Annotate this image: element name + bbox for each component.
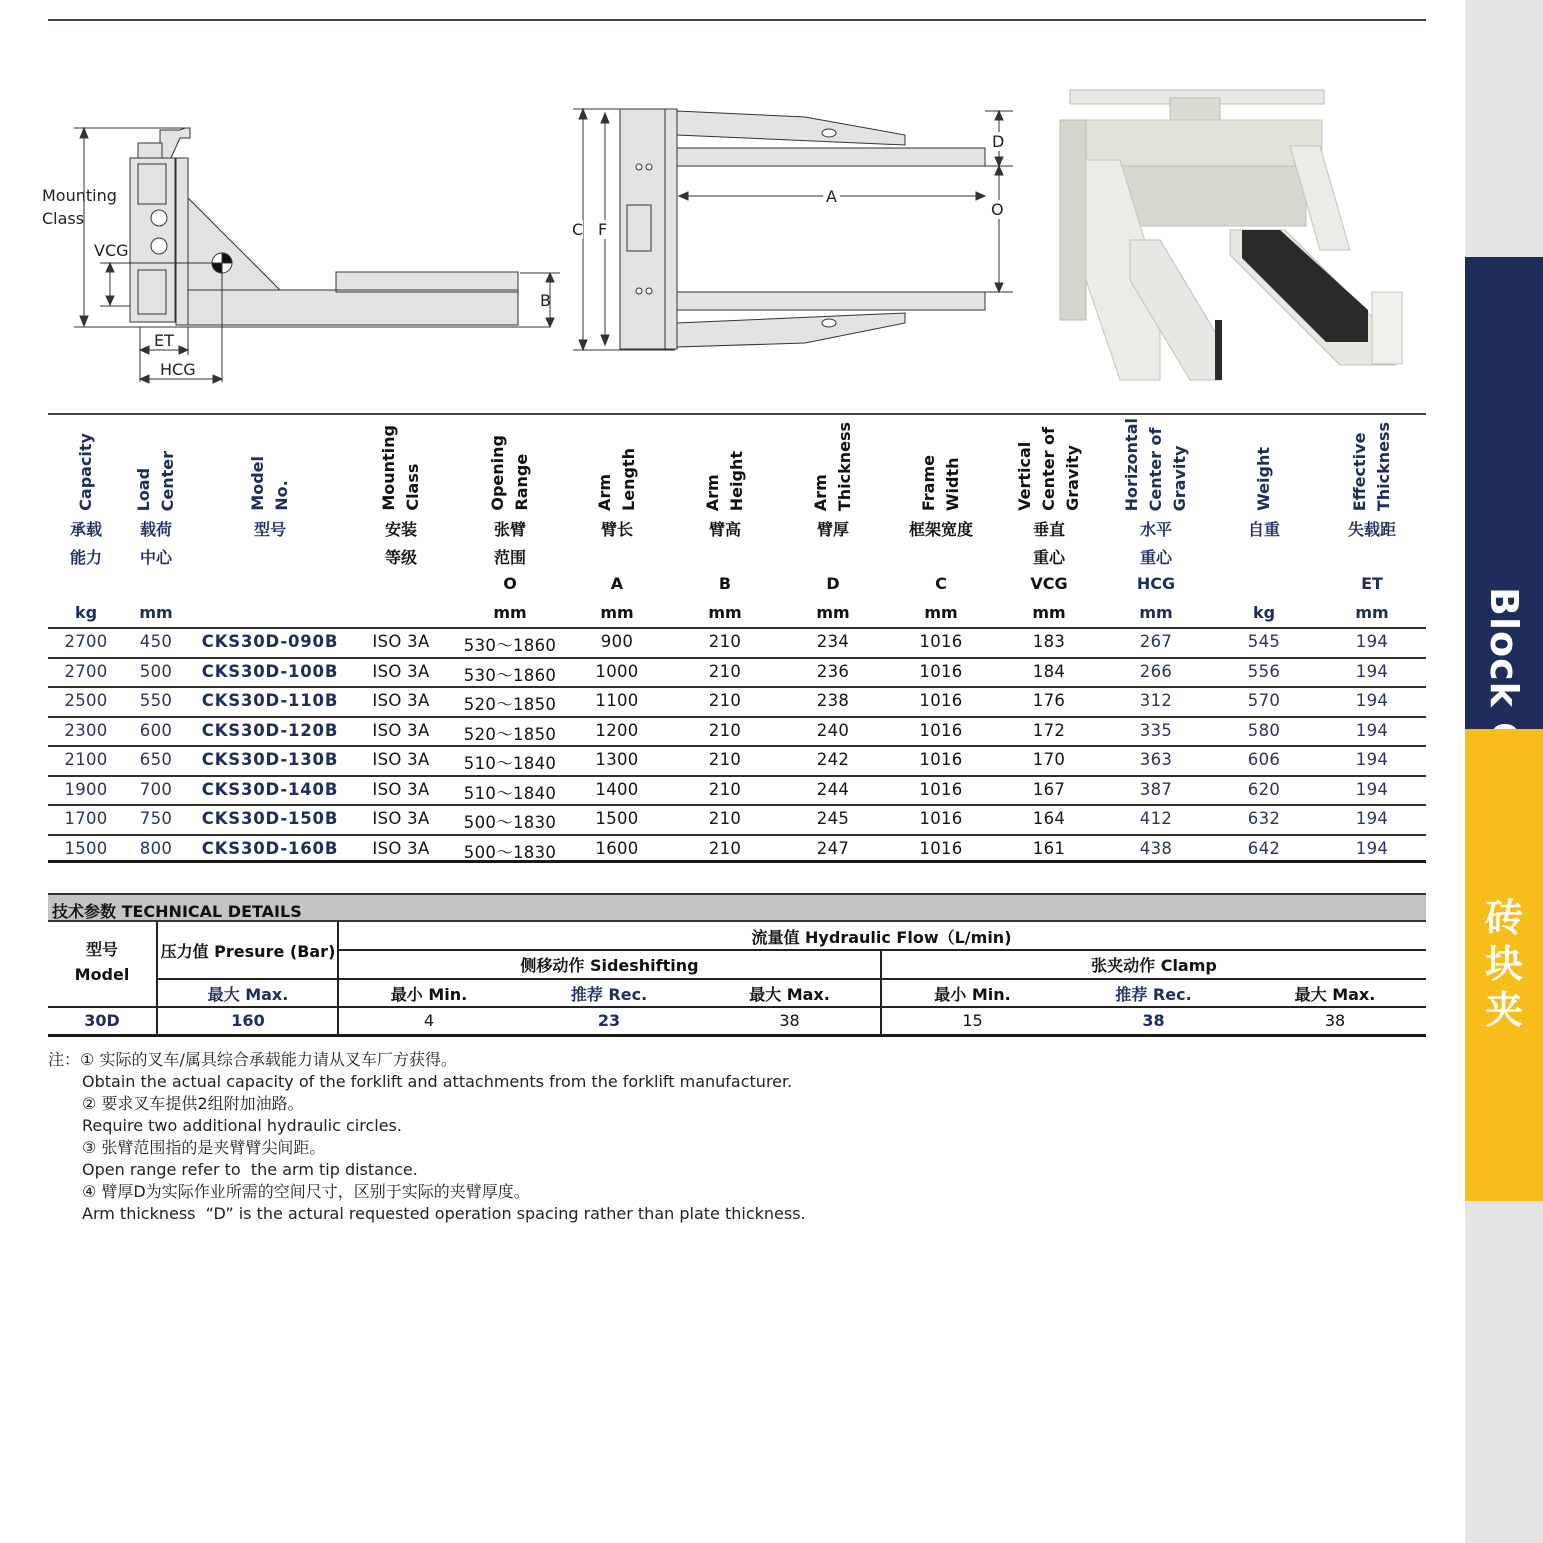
column-header-en: Length <box>619 448 638 511</box>
table-cell: 244 <box>816 779 850 799</box>
table-cell: 510～1840 <box>463 783 557 803</box>
table-cell: 1100 <box>595 691 639 710</box>
table-cell: 194 <box>1355 809 1389 828</box>
table-cell: 570 <box>1247 691 1281 710</box>
column-header-en: Load <box>134 467 153 511</box>
table-cell: 1700 <box>64 809 108 828</box>
clamp-max-label: 最大 Max. <box>1294 985 1376 1004</box>
column-symbol: A <box>610 574 624 593</box>
column-unit: mm <box>1355 603 1389 622</box>
label-c: C <box>572 220 584 239</box>
column-header-en: Width <box>943 457 962 511</box>
note-line <box>48 1049 806 1071</box>
sideshift-rec-value: 23 <box>597 1011 621 1030</box>
table-cell: 1400 <box>595 779 639 799</box>
column-header <box>51 415 121 627</box>
table-cell: 267 <box>1139 632 1173 651</box>
table-cell: 1500 <box>64 838 108 858</box>
column-header-en: Center <box>158 450 177 511</box>
table-cell: 242 <box>816 750 850 769</box>
note-4-en: Arm thickness “D” is the actural requested operation spacing rather than plate thickness. <box>82 1204 806 1223</box>
table-cell: 530～1860 <box>463 665 557 685</box>
column-header-en: Class <box>403 463 422 511</box>
column-symbol: O <box>503 574 517 593</box>
table-cell: 172 <box>1032 720 1066 740</box>
table-cell: 1600 <box>595 838 639 858</box>
column-header <box>351 415 451 627</box>
column-header-cn: 张臂 <box>493 520 526 539</box>
table-cell: 238 <box>816 691 850 710</box>
column-symbol: ET <box>1361 574 1383 593</box>
column-header-en: Opening <box>488 435 507 511</box>
column-header-en: Arm <box>811 474 830 511</box>
top-view-diagram <box>565 95 1025 365</box>
notes <box>48 1049 806 1225</box>
note-2-en: Require two additional hydraulic circles. <box>82 1116 402 1135</box>
table-cell: 194 <box>1355 838 1389 858</box>
column-unit: mm <box>493 603 527 622</box>
table-cell: 600 <box>139 720 173 740</box>
table-cell: 1300 <box>595 750 639 769</box>
table-cell: 900 <box>600 632 634 651</box>
label-class: Class <box>42 209 85 228</box>
column-header <box>567 415 667 627</box>
column-header-en: Center of <box>1146 427 1165 511</box>
product-render <box>1050 80 1430 390</box>
table-cell: 161 <box>1032 838 1066 858</box>
note-3-cn: ③ 张臂范围指的是夹臂臂尖间距。 <box>82 1138 326 1157</box>
notes-prefix: 注： <box>48 1050 81 1069</box>
table-row <box>48 716 1426 746</box>
column-header-en: Gravity <box>1063 445 1082 511</box>
column-header-en: Horizontal <box>1122 417 1141 511</box>
model-number-cell: CKS30D-160B <box>201 838 339 858</box>
table-cell: ISO 3A <box>372 691 430 710</box>
column-header-en: Center of <box>1039 427 1058 511</box>
model-header-cn: 型号 <box>85 940 118 959</box>
table-cell: 1016 <box>919 720 963 740</box>
column-header-en: Frame <box>919 454 938 511</box>
note-1-en: Obtain the actual capacity of the forklift and attachments from the forklift manufacturer. <box>82 1072 793 1091</box>
model-number-cell: CKS30D-090B <box>201 632 339 651</box>
table-cell: 1500 <box>595 809 639 828</box>
model-number-cell: CKS30D-140B <box>201 779 339 799</box>
table-cell: 240 <box>816 720 850 740</box>
table-cell: 530～1860 <box>463 636 557 655</box>
table-cell: 387 <box>1139 779 1173 799</box>
table-cell: 363 <box>1139 750 1173 769</box>
table-cell: 266 <box>1139 661 1173 681</box>
table-cell: 1900 <box>64 779 108 799</box>
category-title-cn: 砖块夹 <box>1484 896 1523 1032</box>
table-cell: 234 <box>816 632 850 651</box>
model-number-cell: CKS30D-110B <box>201 691 339 710</box>
column-header-en: Model <box>248 456 267 511</box>
column-header-en: Arm <box>703 474 722 511</box>
table-cell: ISO 3A <box>372 720 430 740</box>
sideshift-header: 侧移动作 Sideshifting <box>520 956 699 975</box>
table-cell: 1016 <box>919 661 963 681</box>
table-cell: ISO 3A <box>372 661 430 681</box>
table-cell: 247 <box>816 838 850 858</box>
table-row <box>48 804 1426 834</box>
column-header-cn: 安装 <box>384 520 417 539</box>
table-cell: 167 <box>1032 779 1066 799</box>
table-cell: 245 <box>816 809 850 828</box>
table-cell: 510～1840 <box>463 754 557 773</box>
label-f: F <box>598 220 608 239</box>
column-unit: mm <box>600 603 634 622</box>
table-cell: 650 <box>139 750 173 769</box>
column-symbol: C <box>935 574 947 593</box>
table-cell: 450 <box>139 632 173 651</box>
table-cell: 545 <box>1247 632 1281 651</box>
table-cell: 210 <box>708 720 742 740</box>
note-2-cn: ② 要求叉车提供2组附加油路。 <box>82 1094 304 1113</box>
table-cell: 183 <box>1032 632 1066 651</box>
label-vcg: VCG <box>94 241 129 260</box>
column-header-en: Capacity <box>76 433 95 511</box>
table-cell: 642 <box>1247 838 1281 858</box>
table-cell: 194 <box>1355 632 1389 651</box>
clamp-max-value: 38 <box>1324 1011 1346 1030</box>
table-cell: 2500 <box>64 691 108 710</box>
flow-header: 流量值 Hydraulic Flow（L/min) <box>751 928 1012 947</box>
table-cell: 2700 <box>64 661 108 681</box>
table-cell: 210 <box>708 750 742 769</box>
table-cell: 500～1830 <box>463 842 557 862</box>
table-cell: 580 <box>1247 720 1281 740</box>
column-header <box>778 415 888 627</box>
table-cell: 1016 <box>919 779 963 799</box>
category-sidebar <box>1465 0 1543 1543</box>
column-header-cn: 重心 <box>1032 548 1065 567</box>
table-cell: 1016 <box>919 838 963 858</box>
table-cell: 335 <box>1139 720 1173 740</box>
table-cell: 620 <box>1247 779 1281 799</box>
column-unit: mm <box>708 603 742 622</box>
table-cell: 1200 <box>595 720 639 740</box>
column-unit: mm <box>1032 603 1066 622</box>
column-header-en: Effective <box>1350 432 1369 511</box>
table-cell: 412 <box>1139 809 1173 828</box>
column-header-cn: 中心 <box>139 548 172 567</box>
table-row <box>48 834 1426 864</box>
table-cell: 606 <box>1247 750 1281 769</box>
table-cell: 184 <box>1032 661 1066 681</box>
table-row <box>48 657 1426 687</box>
table-cell: 500～1830 <box>463 813 557 832</box>
table-cell: 2700 <box>64 632 108 651</box>
table-cell: 210 <box>708 809 742 828</box>
table-cell: ISO 3A <box>372 838 430 858</box>
column-header-en: Mounting <box>379 425 398 511</box>
table-cell: 236 <box>816 661 850 681</box>
table-cell: 176 <box>1032 691 1066 710</box>
column-header-cn: 范围 <box>493 548 526 567</box>
table-cell: 2100 <box>64 750 108 769</box>
model-number-cell: CKS30D-100B <box>201 661 339 681</box>
table-cell: 1016 <box>919 750 963 769</box>
column-header <box>1214 415 1314 627</box>
table-cell: 632 <box>1247 809 1281 828</box>
column-header <box>994 415 1104 627</box>
table-cell: 520～1850 <box>463 695 557 714</box>
label-a: A <box>823 187 840 206</box>
column-header-en: Height <box>727 450 746 511</box>
table-cell: 210 <box>708 691 742 710</box>
label-hcg: HCG <box>160 360 196 379</box>
table-cell: 210 <box>708 779 742 799</box>
column-symbol: D <box>826 574 840 593</box>
column-header <box>205 415 335 627</box>
top-rule <box>48 19 1426 21</box>
table-cell: 194 <box>1355 720 1389 740</box>
pressure-max-value: 160 <box>231 1011 265 1030</box>
column-unit: mm <box>816 603 850 622</box>
technical-details <box>48 893 1426 1037</box>
technical-details-title: 技术参数 TECHNICAL DETAILS <box>48 893 1426 922</box>
label-b: B <box>540 291 551 310</box>
table-cell: 210 <box>708 838 742 858</box>
column-header-cn: 框架宽度 <box>908 520 973 539</box>
table-cell: 700 <box>139 779 173 799</box>
column-header-cn: 臂高 <box>708 520 741 539</box>
note-3-en: Open range refer to the arm tip distance. <box>82 1160 418 1179</box>
sideshift-rec-label: 推荐 Rec. <box>570 985 648 1004</box>
column-header-cn: 臂厚 <box>816 520 849 539</box>
table-cell: 550 <box>139 691 173 710</box>
column-header <box>1101 415 1211 627</box>
column-header-en: No. <box>272 480 291 511</box>
table-cell: ISO 3A <box>372 779 430 799</box>
table-cell: 1016 <box>919 632 963 651</box>
column-header-cn: 载荷 <box>139 520 172 539</box>
pressure-header: 压力值 Presure (Bar) <box>160 942 336 961</box>
table-cell: ISO 3A <box>372 632 430 651</box>
table-row <box>48 775 1426 805</box>
product-photo <box>1050 80 1430 390</box>
sideshift-min-value: 4 <box>423 1011 435 1030</box>
table-cell: 1000 <box>595 661 639 681</box>
model-header-en: Model <box>74 965 130 984</box>
table-cell: 194 <box>1355 661 1389 681</box>
clamp-min-value: 15 <box>962 1011 983 1030</box>
table-cell: 438 <box>1139 838 1173 858</box>
clamp-rec-label: 推荐 Rec. <box>1115 985 1192 1004</box>
column-header-cn: 自重 <box>1247 520 1280 539</box>
model-number-cell: CKS30D-150B <box>201 809 339 828</box>
table-cell: 500 <box>139 661 173 681</box>
table-row <box>48 745 1426 775</box>
column-header-en: Vertical <box>1015 441 1034 511</box>
model-number-cell: CKS30D-120B <box>201 720 339 740</box>
column-header-en: Weight <box>1254 447 1273 511</box>
clamp-min-label: 最小 Min. <box>934 985 1011 1004</box>
table-cell: 164 <box>1032 809 1066 828</box>
tech-model-value: 30D <box>84 1011 120 1030</box>
table-cell: 800 <box>139 838 173 858</box>
label-mounting: Mounting <box>42 186 117 205</box>
pressure-max-label: 最大 Max. <box>207 985 289 1004</box>
column-header-cn: 重心 <box>1139 548 1172 567</box>
table-cell: 750 <box>139 809 173 828</box>
column-unit: kg <box>1252 603 1276 622</box>
note-1-cn: ① 实际的叉车/属具综合承载能力请从叉车厂方获得。 <box>80 1050 457 1069</box>
column-unit: mm <box>139 603 173 622</box>
label-o: O <box>991 200 1004 219</box>
column-header-cn: 水平 <box>1139 520 1172 539</box>
table-row <box>48 686 1426 716</box>
label-et: ET <box>154 331 174 350</box>
technical-details-grid <box>48 922 1426 1037</box>
column-header <box>1317 415 1427 627</box>
side-view-diagram <box>30 110 570 390</box>
model-number-cell: CKS30D-130B <box>201 750 339 769</box>
table-cell: 312 <box>1139 691 1173 710</box>
column-header <box>886 415 996 627</box>
column-header <box>121 415 191 627</box>
table-cell: 170 <box>1032 750 1066 769</box>
column-unit: mm <box>1139 603 1173 622</box>
column-header <box>675 415 775 627</box>
column-header-en: Arm <box>595 474 614 511</box>
table-row <box>48 627 1426 657</box>
column-header-en: Thickness <box>1374 421 1393 511</box>
column-header-cn: 垂直 <box>1032 520 1065 539</box>
column-header-cn: 型号 <box>253 520 286 539</box>
clamp-rec-value: 38 <box>1142 1011 1165 1030</box>
top-view-drawing <box>565 95 1025 365</box>
spec-table-body <box>48 627 1426 863</box>
table-cell: 210 <box>708 632 742 651</box>
category-tab-en <box>1465 257 1543 729</box>
table-cell: 520～1850 <box>463 724 557 744</box>
table-cell: ISO 3A <box>372 750 430 769</box>
table-cell: 556 <box>1247 661 1281 681</box>
column-symbol: HCG <box>1136 574 1176 593</box>
column-unit: mm <box>924 603 958 622</box>
sideshift-max-value: 38 <box>779 1011 800 1030</box>
clamp-header: 张夹动作 Clamp <box>1091 956 1217 975</box>
sideshift-max-label: 最大 Max. <box>749 985 830 1004</box>
column-header-cn: 臂长 <box>600 520 633 539</box>
column-symbol: VCG <box>1030 574 1068 593</box>
column-header-en: Range <box>512 454 531 511</box>
table-cell: 210 <box>708 661 742 681</box>
table-cell: 2300 <box>64 720 108 740</box>
column-header-en: Thickness <box>835 421 854 511</box>
table-cell: 194 <box>1355 691 1389 710</box>
column-header-cn: 能力 <box>69 548 102 567</box>
label-d: D <box>992 132 1005 151</box>
note-4-cn: ④ 臂厚D为实际作业所需的空间尺寸，区别于实际的夹臂厚度。 <box>82 1182 530 1201</box>
column-symbol: B <box>718 574 732 593</box>
column-header <box>455 415 565 627</box>
table-cell: 1016 <box>919 809 963 828</box>
column-header-cn: 等级 <box>384 548 417 567</box>
column-header-en: Gravity <box>1170 445 1189 511</box>
table-cell: 194 <box>1355 750 1389 769</box>
sideshift-min-label: 最小 Min. <box>390 985 468 1004</box>
column-unit: kg <box>74 603 98 622</box>
table-cell: 1016 <box>919 691 963 710</box>
table-cell: ISO 3A <box>372 809 430 828</box>
column-header-cn: 失载距 <box>1347 520 1396 539</box>
table-cell: 194 <box>1355 779 1389 799</box>
column-header-cn: 承载 <box>69 520 102 539</box>
